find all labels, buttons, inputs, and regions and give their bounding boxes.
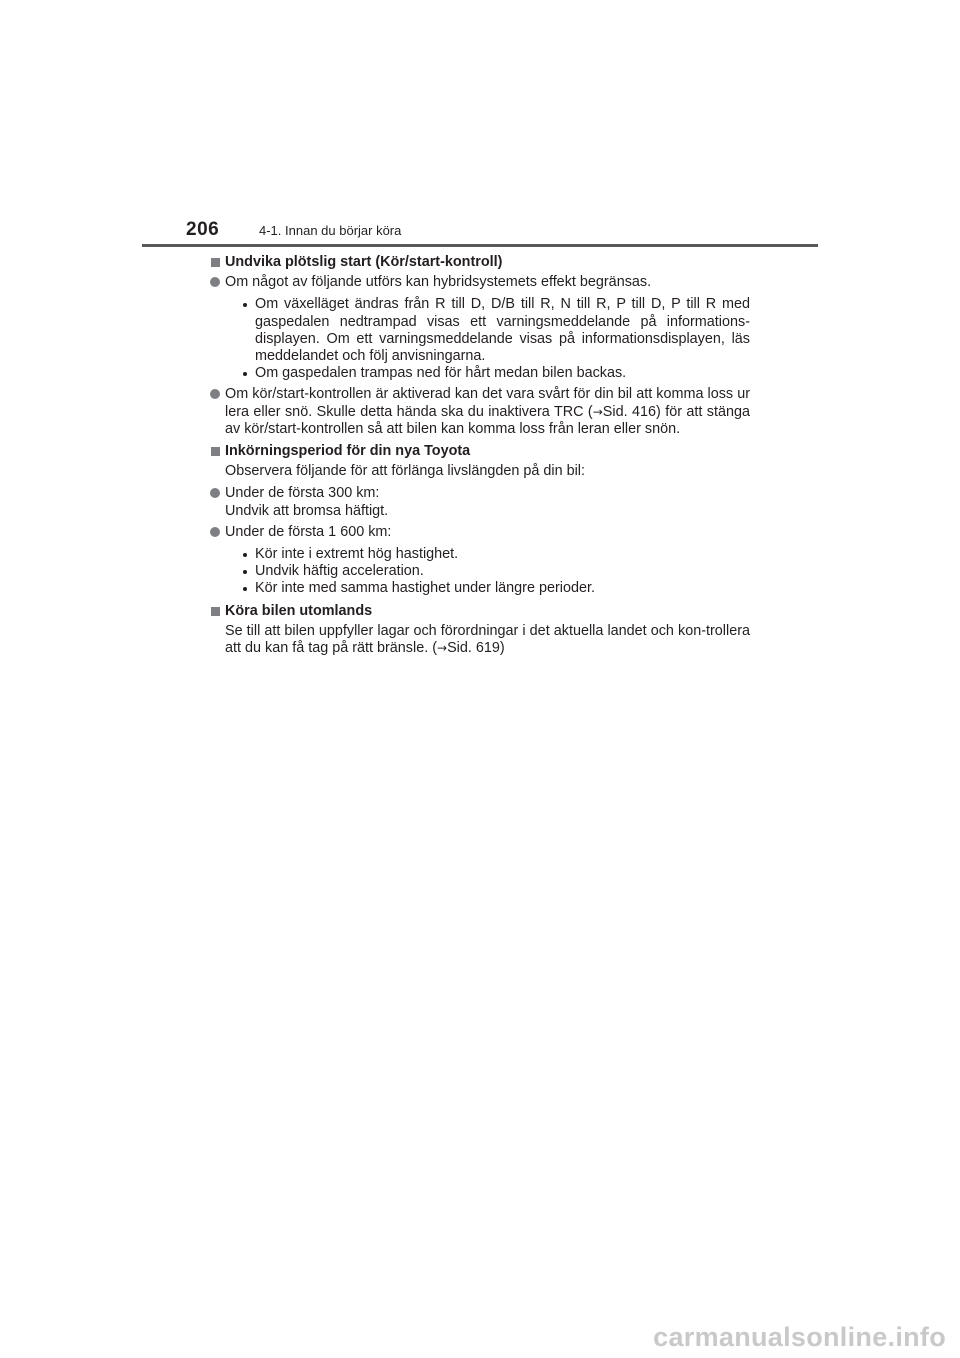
- watermark-bar: [0, 1316, 960, 1358]
- section-sudden-start: [210, 254, 750, 438]
- sub-item-text: Om växelläget ändras från R till D, D/B till R, N till R, P till D, P till R med gaspedalen nedtrampad visas ett varningsmeddelande på informations-displayen. Om ett varningsmeddelande visas på informationsdisplayen, läs meddelandet och följ anvisningarna.: [255, 296, 750, 365]
- sub-list: [225, 546, 750, 598]
- section-heading-text: Inkörningsperiod för din nya Toyota: [225, 443, 471, 460]
- list-item: [210, 274, 750, 382]
- bullet-text-after: ) för att stänga av kör/start-kontrollen så att bilen kan komma loss från leran eller snön.: [225, 403, 750, 437]
- paragraph-text-before: Se till att bilen uppfyller lagar och förordningar i det aktuella landet och kon-trollera att du kan få tag på rätt bränsle. (: [225, 622, 750, 657]
- sub-list-item: [225, 580, 750, 597]
- page-reference-link[interactable]: Sid. 619: [447, 640, 500, 657]
- header-divider: [142, 244, 818, 247]
- chapter-title: 4-1. Innan du börjar köra: [259, 223, 402, 238]
- section-driving-abroad: [210, 603, 750, 658]
- sub-item-text: Undvik häftig acceleration.: [255, 563, 424, 580]
- list-item: [210, 485, 750, 519]
- list-item: [210, 386, 750, 438]
- bullet-text-before: Om kör/start-kontrollen är aktiverad kan det vara svårt för din bil att komma loss ur lera eller snö. Skulle detta hända ska du inaktivera TRC (: [225, 386, 750, 420]
- bullet-text: [225, 386, 750, 438]
- page-number: 206: [186, 219, 220, 240]
- square-icon: [211, 447, 220, 456]
- section-heading: [210, 254, 750, 271]
- section-break-in-period: [210, 443, 750, 598]
- dot-bullet-icon: [243, 570, 247, 574]
- sub-list-item: [225, 546, 750, 563]
- bullet-text: Om något av följande utförs kan hybridsystemets effekt begränsas.: [225, 274, 652, 291]
- sub-list-item: [225, 563, 750, 580]
- right-arrow-icon: →: [437, 641, 448, 656]
- sub-list: [225, 296, 750, 382]
- list-item: [210, 524, 750, 598]
- dot-bullet-icon: [243, 553, 247, 557]
- sub-item-text: Kör inte med samma hastighet under längre perioder.: [255, 580, 595, 597]
- right-arrow-icon: →: [592, 404, 603, 419]
- circle-bullet-icon: [210, 488, 220, 498]
- circle-bullet-icon: [210, 277, 220, 287]
- section-paragraph: [210, 623, 750, 657]
- sub-list-item: [225, 296, 750, 365]
- dot-bullet-icon: [243, 303, 247, 307]
- square-icon: [211, 607, 220, 616]
- circle-bullet-icon: [210, 389, 220, 399]
- bullet-text: Under de första 1 600 km:: [225, 523, 392, 540]
- section-heading-text: Köra bilen utomlands: [225, 602, 373, 619]
- sub-item-text: Kör inte i extremt hög hastighet.: [255, 546, 459, 563]
- square-icon: [211, 258, 220, 267]
- page-content: [210, 254, 750, 662]
- section-heading: [210, 443, 750, 460]
- section-heading-text: Undvika plötslig start (Kör/start-kontroll): [225, 254, 503, 270]
- section-intro: Observera följande för att förlänga livslängden på din bil:: [225, 463, 585, 480]
- paragraph-text-after: ): [499, 640, 505, 657]
- page-reference-link[interactable]: Sid. 416: [602, 403, 656, 420]
- circle-bullet-icon: [210, 527, 220, 537]
- sub-list-item: [225, 365, 750, 382]
- section-heading: [210, 603, 750, 620]
- watermark-text: carmanualsonline.info: [653, 1322, 946, 1352]
- dot-bullet-icon: [243, 587, 247, 591]
- dot-bullet-icon: [243, 372, 247, 376]
- bullet-text-line: Under de första 300 km:: [225, 485, 380, 502]
- bullet-text-line: Undvik att bromsa häftigt.: [225, 502, 389, 519]
- sub-item-text: Om gaspedalen trampas ned för hårt medan bilen backas.: [255, 365, 627, 382]
